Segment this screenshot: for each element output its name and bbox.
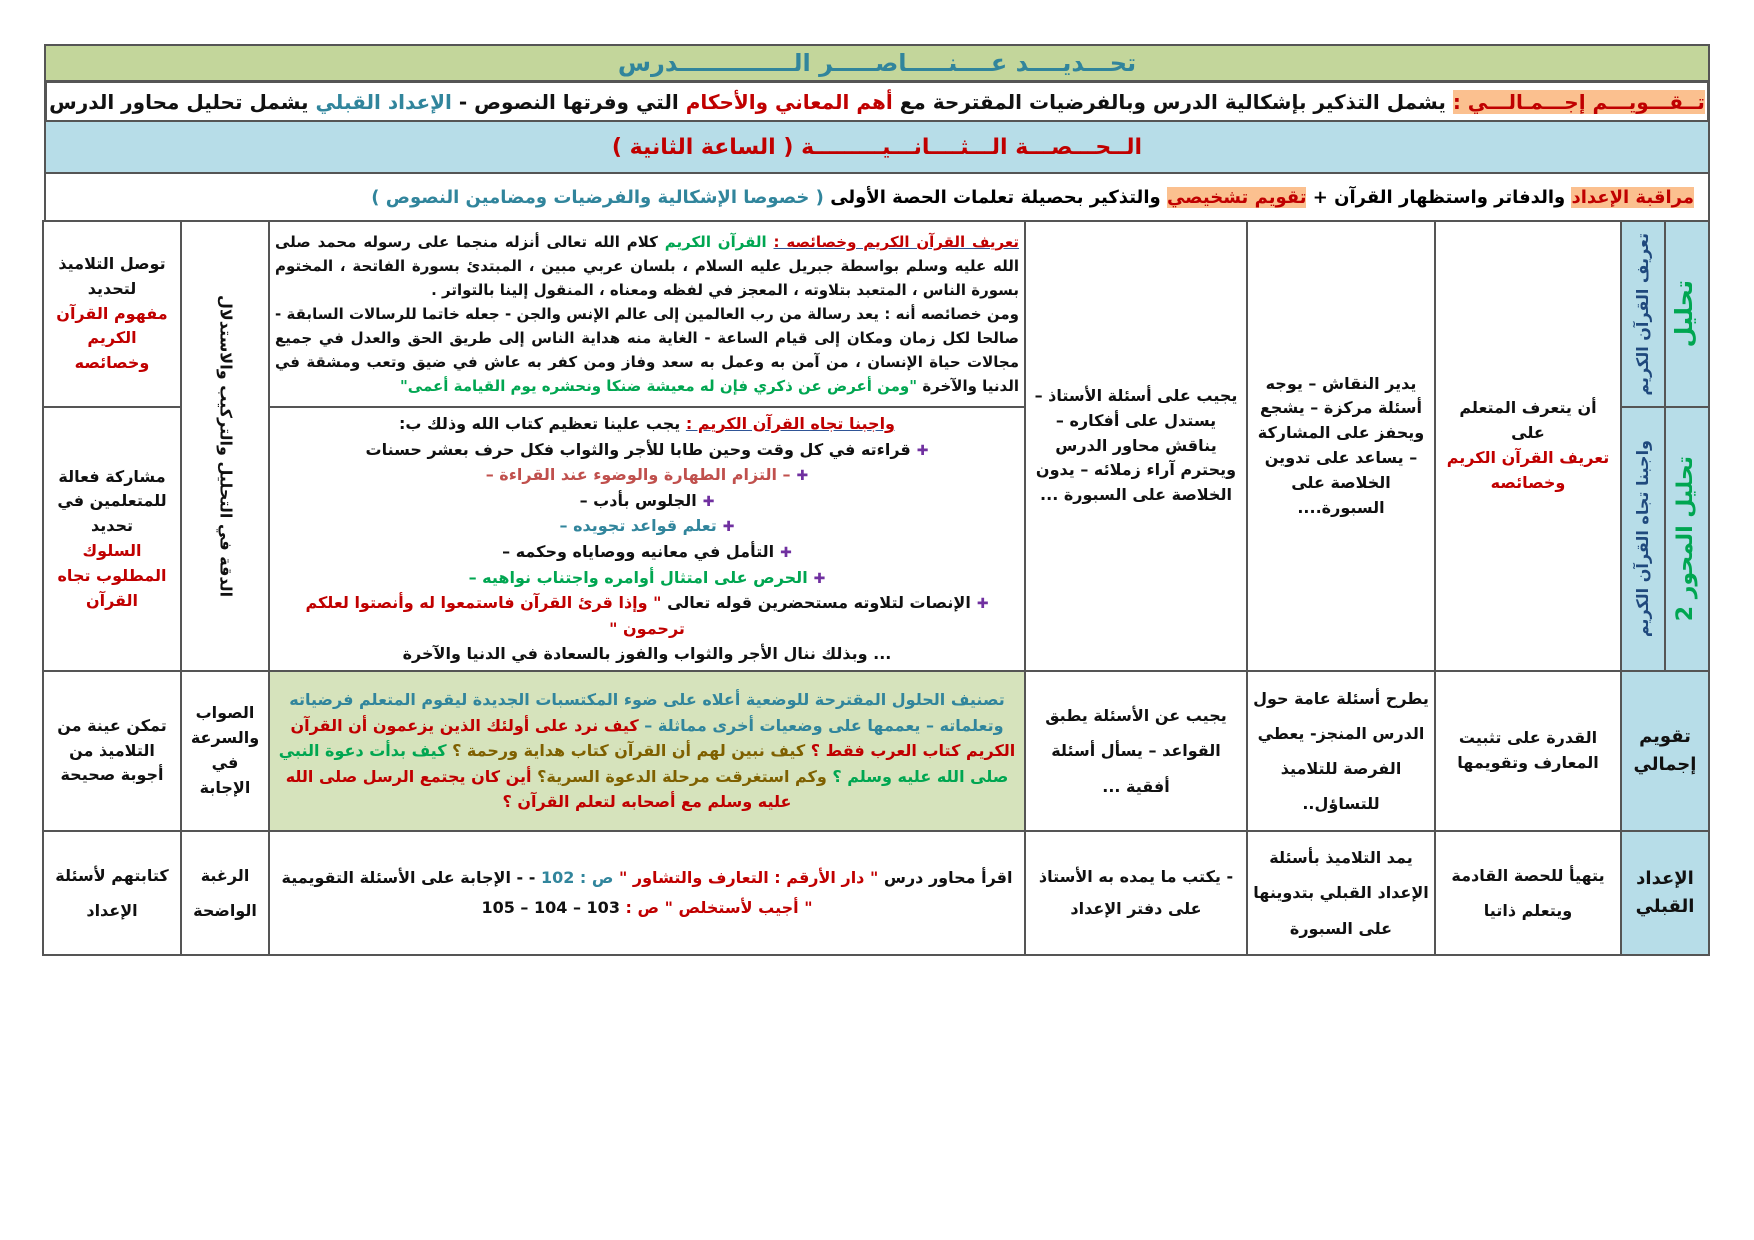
learner-activity-3: يجيب عن الأسئلة يطبق القواعد – يسأل أسئلة أفقية ... [1025, 671, 1247, 831]
duty-item: ✚الحرص على امتثال أوامره واجتناب نواهيه – [275, 565, 1019, 591]
row-preparation [43, 831, 1709, 955]
monitor-text: والدفاتر واستظهار القرآن + [1312, 186, 1566, 208]
lesson-table [42, 220, 1710, 956]
row-axis-1 [43, 221, 1709, 407]
goal-1: أن يتعرف المتعلم على تعريف القرآن الكريم وخصائصه [1435, 221, 1621, 671]
duty-item: ✚قراءته في كل وقت وحين طابا للأجر والثواب فكل حرف بعشر حسنات [275, 437, 1019, 463]
duty-item: ✚التأمل في معانيه ووصاياه وحكمه – [275, 539, 1019, 565]
duty-item: ✚تعلم قواعد تجويده – [275, 513, 1019, 539]
duty-item: ✚– التزام الطهارة والوضوء عند القراءة – [275, 462, 1019, 488]
monitor-note: ( خصوصا الإشكالية والفرضيات ومضامين النصوص ) [371, 186, 824, 208]
indicator-1: توصل التلاميذ لتحديد مفهوم القرآن الكريم وخصائصه [43, 221, 181, 407]
bullet-icon: ✚ [722, 519, 735, 536]
axis-2-sub: واجبنا تجاه القرآن الكريم [1621, 407, 1665, 671]
axis-1-label: تحليل [1665, 221, 1709, 407]
content-2: واجبنا تجاه القرآن الكريم : يجب علينا تعظيم كتاب الله وذلك ب: ✚قراءته في كل وقت وحين طابا للأجر والثواب فكل حرف بعشر حسنات ✚– التزام الطهارة والوضوء عند القراءة – ✚الجلوس بأدب – ✚تعلم قواعد تجويده – ✚التأمل في معانيه ووصاياه وحكمه – ✚الحرص على امتثال أوامره واجتناب نواهيه – ✚الإنصات لتلاوته مستحضرين قوله تعالى " وإذا قرئ القرآن فاستمعوا له وأنصتوا لعلكم ترحمون " ... وبذلك ننال الأجر والثواب والفوز بالسعادة في الدنيا والآخرة [269, 407, 1025, 671]
content-4: اقرأ محاور درس " دار الأرقم : التعارف والتشاور " ص : 102 - - الإجابة على الأسئلة التقويمية " أجيب لأستخلص " ص : 103 – 104 – 105 [269, 831, 1025, 955]
duty-item: ✚الإنصات لتلاوته مستحضرين قوله تعالى " وإذا قرئ القرآن فاستمعوا له وأنصتوا لعلكم ترحمون " [305, 593, 989, 638]
evaluation-band [44, 80, 1710, 120]
evaluation-text-2: التي وفرتها النصوص - [458, 89, 679, 114]
bullet-icon: ✚ [702, 493, 715, 510]
indicator-3: تمكن عينة من التلاميذ من أجوبة صحيحة [43, 671, 181, 831]
learner-activity-1: يجيب على أسئلة الأستاذ – يستدل على أفكاره – يناقش محاور الدرس ويحترم آراء زملائه – يدون الخلاصة على السبورة ... [1025, 221, 1247, 671]
evaluation-text: يشمل التذكير بإشكالية الدرس وبالفرضيات المقترحة مع [899, 89, 1446, 114]
session-title: الــحـــصـــة الـــثــــانـــيـــــــــة ( الساعة الثانية ) [44, 120, 1710, 172]
goal-3: القدرة على تثبيت المعارف وتقويمها [1435, 671, 1621, 831]
indicator-4: كتابتهم لأسئلة الإعداد [43, 831, 181, 955]
prep-label: الإعداد القبلي [315, 89, 452, 114]
criteria-1: الدقة في التحليل والتركيب والاستدلال [181, 221, 269, 671]
bullet-icon: ✚ [813, 570, 826, 587]
axis-4-label: الإعداد القبلي [1621, 831, 1709, 955]
criteria-3: الصواب والسرعة في الإجابة [181, 671, 269, 831]
goal-4: يتهيأ للحصة القادمة ويتعلم ذاتيا [1435, 831, 1621, 955]
duty-item: ✚الجلوس بأدب – [275, 488, 1019, 514]
bullet-icon: ✚ [796, 468, 809, 485]
teacher-activity-3: يطرح أسئلة عامة حول الدرس المنجز- يعطي الفرصة للتلاميذ للتساؤل.. [1247, 671, 1435, 831]
diag-label: تقويم تشخيصي [1166, 186, 1307, 208]
learner-activity-4: - يكتب ما يمده به الأستاذ على دفتر الإعداد [1025, 831, 1247, 955]
content-3: تصنيف الحلول المقترحة للوضعية أعلاه على ضوء المكتسبات الجديدة ليقوم المتعلم فرضياته وتعلماته – يعممها على وضعيات أخرى مماثلة – كيف نرد على أولئك الذين يزعمون أن القرآن الكريم كتاب العرب فقط ؟ كيف نبين لهم أن القرآن كتاب هداية ورحمة ؟ كيف بدأت دعوة النبي صلى الله عليه وسلم ؟ وكم استغرقت مرحلة الدعوة السرية؟ أين كان يجتمع الرسل صلى الله عليه وسلم مع أصحابه لتعلم القرآن ؟ [269, 671, 1025, 831]
criteria-4: الرغبة الواضحة [181, 831, 269, 955]
bullet-icon: ✚ [976, 596, 989, 613]
monitor-band [44, 172, 1710, 220]
evaluation-label: تــقـــويـــم إجـــمـالـــي : [1452, 89, 1705, 114]
teacher-activity-1: يدير النقاش – يوجه أسئلة مركزة – يشجع ويحفز على المشاركة – يساعد على تدوين الخلاصة على السبورة.... [1247, 221, 1435, 671]
axis-1-sub: تعريف القرآن الكريم [1621, 221, 1665, 407]
lesson-plan-page [44, 44, 1710, 956]
monitor-label: مراقبة الإعداد [1571, 186, 1694, 208]
prep-text: يشمل تحليل محاور الدرس [49, 89, 309, 114]
bullet-icon: ✚ [916, 442, 929, 459]
bullet-icon: ✚ [780, 544, 792, 561]
teacher-activity-4: يمد التلاميذ بأسئلة الإعداد القبلي بتدوينها على السبورة [1247, 831, 1435, 955]
axis-3-label: تقويم إجمالي [1621, 671, 1709, 831]
indicator-2: مشاركة فعالة للمتعلمين في تحديد السلوك المطلوب تجاه القرآن [43, 407, 181, 671]
evaluation-highlight: أهم المعاني والأحكام [685, 89, 893, 114]
monitor-text-2: والتذكير بحصيلة تعلمات الحصة الأولى [830, 186, 1161, 208]
page-title: تحـــديــــد عــــنـــــاصـــــر الــــــــــــــدرس [44, 44, 1710, 80]
content-1: تعريف القرآن الكريم وخصائصه : القرآن الكريم كلام الله تعالى أنزله منجما على رسوله محمد صلى الله عليه وسلم بواسطة جبريل عليه السلام ، بلسان عربي مبين ، المبتدئ بسورة الفاتحة ، المختوم بسورة الناس ، المتعبد بتلاوته ، المعجز في لفظه ومعناه ، المنقول إلينا بالتواتر . ومن خصائصه أنه : يعد رسالة من رب العالمين إلى عالم الإنس والجن - جعله خاتما للرسالات السابقة - صالحا لكل زمان ومكان إلى قيام الساعة - الغاية منه هداية الناس إلى طريق الحق والعدل في جميع مجالات حياة الإنسان ، من آمن به وعمل به سعد وفاز ومن كفر به عاش في ضيق وتعب ومشقة في الدنيا والآخرة "ومن أعرض عن ذكري فإن له معيشة ضنكا ونحشره يوم القيامة أعمى" [269, 221, 1025, 407]
axis-2-label: تحليل المحور 2 [1665, 407, 1709, 671]
row-evaluation [43, 671, 1709, 831]
